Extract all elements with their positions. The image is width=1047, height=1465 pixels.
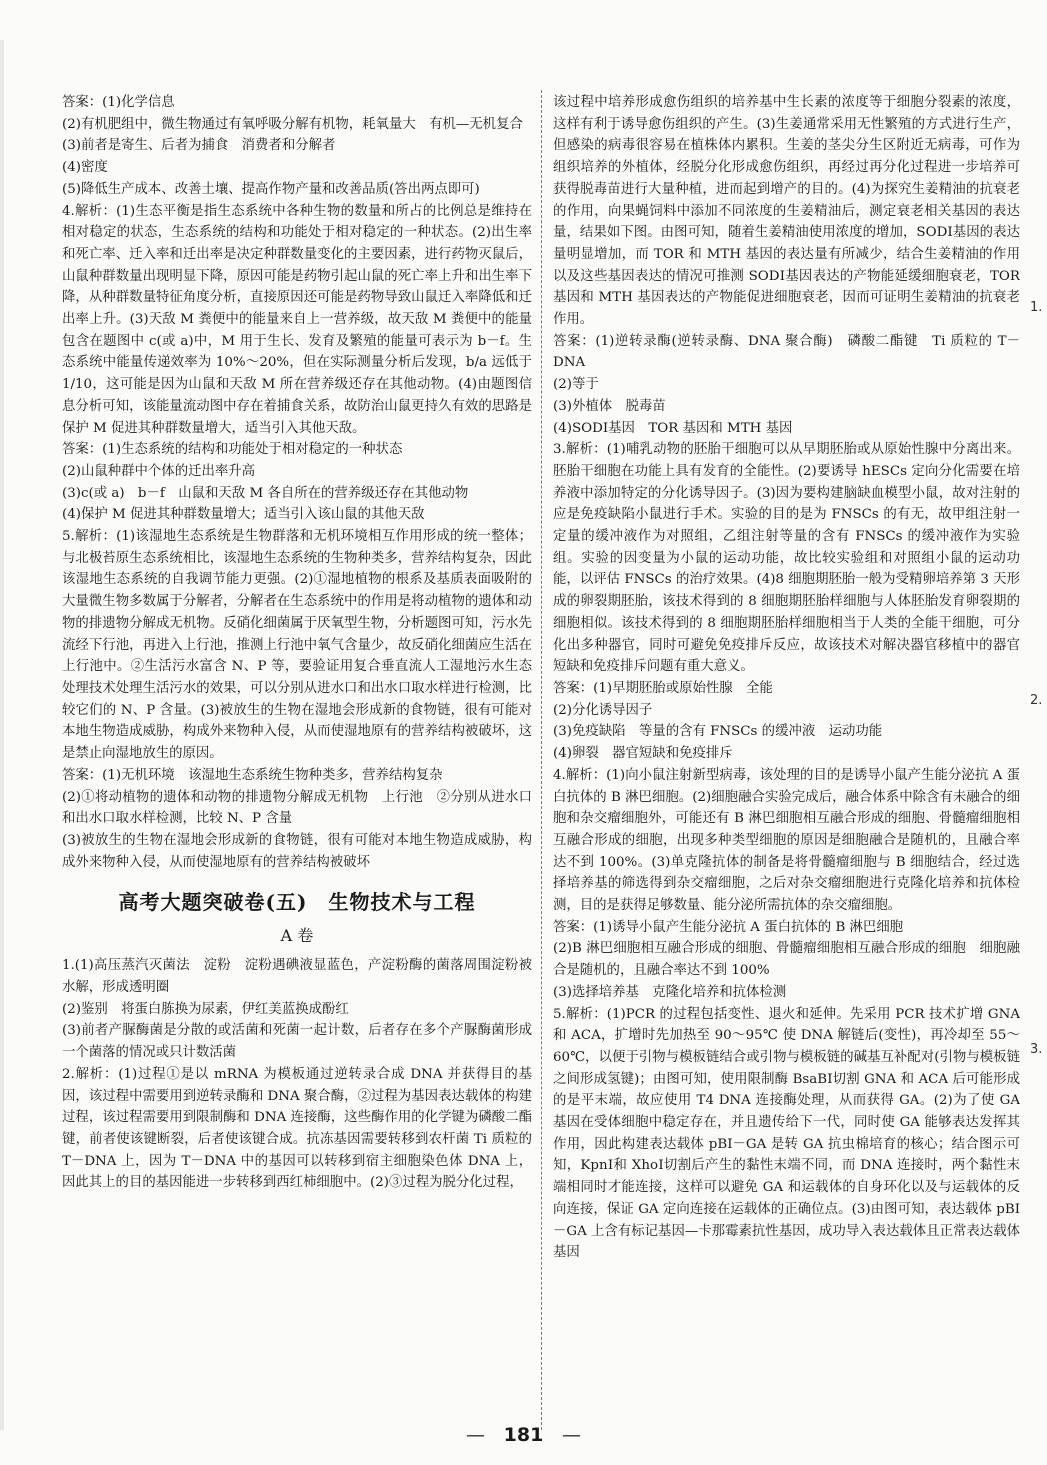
answer-line: (2)B 淋巴细胞相互融合形成的细胞、骨髓瘤细胞相互融合形成的细胞 细胞融合是随机的，且融合率达不到 100% [553,941,1020,979]
analysis-paragraph: 4.解析：(1)向小鼠注射新型病毒，该处理的目的是诱导小鼠产生能分泌抗 A 蛋白抗体的 B 淋巴细胞。(2)细胞融合实验完成后，融合体系中除含有未融合的细胞和杂交瘤细胞外，可能还有 B 淋巴细胞相互融合形成的细胞、骨髓瘤细胞相互融合形成的细胞，出现多种类型细胞的原因是细胞融合是随机的，且融合率达不到 100%。(3)单克隆抗体的制备是将骨髓瘤细胞与 B 细胞结合，经过选择培养基的筛选得到杂交瘤细胞，之后对杂交瘤细胞进行克隆化培养和抗体检测，目的是获得足够数量、能分泌所需抗体的杂交瘤细胞。 [553,767,1020,914]
edge-question-mark: 1. [1030,300,1043,315]
folio-dash: — [466,1424,486,1446]
answer-line: 答案：(1)无机环境 该湿地生态系统生物种类多，营养结构复杂 [62,767,443,783]
answer-line: 答案：(1)诱导小鼠产生能分泌抗 A 蛋白抗体的 B 淋巴细胞 [553,919,904,935]
answer-line: (3)免疫缺陷 等量的含有 FNSCs 的缓冲液 运动功能 [553,724,883,740]
analysis-paragraph: 5.解析：(1)该湿地生态系统是生物群落和无机环境相互作用形成的统一整体；与北极苔原生态系统相比，该湿地生态系统的生物种类多，营养结构复杂，因此该湿地生态系统的自我调节能力更强。(2)①湿地植物的根系及基质表面吸附的大量微生物多数属于分解者，分解者在生态系统中的作用是将动植物的遗体和动物的排遗物分解成无机物。反硝化细菌属于厌氧型生物，分析题图可知，污水先流经下行池，再进入上行池，推测上行池中氧气含量少，故反硝化细菌应生活在上行池中。②生活污水富含 N、P 等，要验证用复合垂直流人工湿地污水生态处理技术处理生活污水的效果，可以分别从进水口和出水口取水样进行检测，比较它们的 N、P 含量。(3)被放生的生物在湿地会形成新的食物链，很有可能对本地生物造成威胁，构成外来物种入侵，从而使湿地原有的营养结构被破坏，这是禁止向湿地放生的原因。 [62,529,532,762]
edge-question-mark: 2. [1030,693,1043,708]
page-number [0,1424,1047,1446]
column-divider [541,90,542,1430]
answer-line: 答案：(1)早期胚胎或原始性腺 全能 [553,680,773,696]
answer-line: (3)前者产脲酶菌是分散的或活菌和死菌一起计数，后者存在多个产脲酶菌形成一个菌落的情况或只计数活菌 [62,1023,532,1061]
answer-line: (3)前者是寄生、后者为捕食 消费者和分解者 [62,138,336,154]
answer-line: 1.(1)高压蒸汽灭菌法 淀粉 淀粉遇碘液显蓝色，产淀粉酶的菌落周围淀粉被水解，形成透明圈 [62,958,532,996]
answer-line: 答案：(1)逆转录酶(逆转录酶、DNA 聚合酶) 磷酸二酯键 Ti 质粒的 T－DNA [553,333,1020,371]
folio-dash: — [561,1424,581,1446]
answer-line: (3)被放生的生物在湿地会形成新的食物链，很有可能对本地生物造成威胁，构成外来物种入侵，从而使湿地原有的营养结构被破坏 [62,832,532,870]
answer-line: (2)山鼠种群中个体的迁出率升高 [62,463,256,479]
answer-line: (4)SODⅠ基因 TOR 基因和 MTH 基因 [553,420,793,436]
answer-line: (2)有机肥组中，微生物通过有氧呼吸分解有机物，耗氧量大 有机—无机复合 [62,116,523,132]
section-subtitle: A 卷 [280,926,314,946]
section-title: 高考大题突破卷(五) 生物技术与工程 [118,890,476,915]
answer-line: (4)卵裂 器官短缺和免疫排斥 [553,746,733,762]
right-column [553,92,1020,1427]
analysis-paragraph: 5.解析：(1)PCR 的过程包括变性、退火和延伸。先采用 PCR 技术扩增 GNA 和 ACA，扩增时先加热至 90～95℃ 使 DNA 解链后(变性)，再冷却至 55～60℃，以便于引物与模板链结合或引物与模板链的碱基互补配对(引物与模板链之间形成氢键)；由图可知，使用限制酶 BsaBⅠ切割 GNA 和 ACA 后可能形成的是平末端，故应使用 T4 DNA 连接酶处理，从而获得 GA。(2)为了使 GA 基因在受体细胞中稳定存在，并且遗传给下一代，同时使 GA 能够表达发挥其作用，因此构建表达载体 pBI－GA 是转 GA 抗虫棉培育的核心；结合图示可知，KpnⅠ和 XhoⅠ切割后产生的黏性末端不同，而 DNA 连接时，两个黏性末端相同时才能连接，这样可以避免 GA 和运载体的自身环化以及与运载体的反向连接，保证 GA 定向连接在运载体的正确位点。(3)由图可知，表达载体 pBI－GA 上含有标记基因—卡那霉素抗性基因，成功导入表达载体且正常表达载体基因 [553,1006,1020,1261]
analysis-paragraph: 2.解析：(1)过程①是以 mRNA 为模板通过逆转录合成 DNA 并获得目的基因，该过程中需要用到逆转录酶和 DNA 聚合酶，②过程为基因表达载体的构建过程，该过程需要用到限制酶和 DNA 连接酶，这些酶作用的化学键为磷酸二酯键，前者使该键断裂，后者使该键合成。抗冻基因需要转移到农杆菌 Ti 质粒的 T－DNA 上，因为 T－DNA 中的基因可以转移到宿主细胞染色体 DNA 上，因此其上的目的基因能进一步转移到西红柿细胞中。(2)③过程为脱分化过程， [62,1066,532,1191]
answer-line: (3)外植体 脱毒苗 [553,398,666,414]
edge-question-mark: 3. [1030,1042,1043,1057]
answer-line: 答案：(1)生态系统的结构和功能处于相对稳定的一种状态 [62,442,403,458]
answer-line: (3)c(或 a) b－f 山鼠和天敌 M 各自所在的营养级还存在其他动物 [62,485,469,501]
page-gutter-shadow [0,40,4,1430]
answer-line: (2)鉴别 将蛋白胨换为尿素，伊红美蓝换成酚红 [62,1001,349,1017]
left-column [62,92,532,1427]
answer-line: (2)分化诱导因子 [553,702,653,718]
answer-line: 答案：(1)化学信息 [62,95,175,110]
analysis-paragraph: 4.解析：(1)生态平衡是指生态系统中各种生物的数量和所占的比例总是维持在相对稳定的状态，生态系统的结构和功能处于相对稳定的一种状态。(2)出生率和死亡率、迁入率和迁出率是决定种群数量变化的主要因素，进行药物灭鼠后，山鼠种群数量出现明显下降，原因可能是药物引起山鼠的死亡率上升和出生率下降，从种群数量特征角度分析，直接原因还可能是药物导致山鼠迁入率降低和迁出率上升。(3)天敌 M 粪便中的能量来自上一营养级，故天敌 M 粪便中的能量包含在题图中 c(或 a)中，M 用于生长、发育及繁殖的能量可表示为 b－f。生态系统中能量传递效率为 10%～20%，但在实际测量分析后发现，b/a 远低于 1/10，这可能是因为山鼠和天敌 M 所在营养级还存在其他动物。(4)由题图信息分析可知，该能量流动图中存在着捕食关系，故防治山鼠更持久有效的思路是保护 M 促进其种群数量增大，适当引入其他天敌。 [62,203,532,436]
analysis-paragraph: 3.解析：(1)哺乳动物的胚胎干细胞可以从早期胚胎或从原始性腺中分离出来。胚胎干细胞在功能上具有发育的全能性。(2)要诱导 hESCs 定向分化需要在培养液中添加特定的分化诱导因子。(3)因为要构建脑缺血模型小鼠，故对注射的应是免疫缺陷小鼠进行手术。实验的目的是为 FNSCs 的有无，故甲组注射一定量的缓冲液作为对照组，乙组注射等量的含有 FNSCs 的缓冲液作为实验组。实验的因变量为小鼠的运动功能，故比较实验组和对照组小鼠的运动功能，以评估 FNSCs 的治疗效果。(4)8 细胞期胚胎一般为受精卵培养第 3 天形成的卵裂期胚胎，该技术得到的 8 细胞期胚胎样细胞与人体胚胎发育卵裂期的细胞相似。该技术得到的 8 细胞期胚胎样细胞相当于人类的全能干细胞，可分化出多种器官，同时可避免免疫排斥反应，故该技术对解决器官移植中的器官短缺和免疫排斥问题有重大意义。 [553,442,1020,675]
page-number-value: 181 [503,1424,544,1446]
answer-line: (4)密度 [62,160,108,176]
answer-line: (5)降低生产成本、改善土壤、提高作物产量和改善品质(答出两点即可) [62,181,480,197]
answer-line: (4)保护 M 促进其种群数量增大；适当引入该山鼠的其他天敌 [62,507,425,523]
answer-line: (2)等于 [553,377,599,393]
analysis-paragraph: 该过程中培养形成愈伤组织的培养基中生长素的浓度等于细胞分裂素的浓度，这样有利于诱导愈伤组织的产生。(3)生姜通常采用无性繁殖的方式进行生产，但感染的病毒很容易在植株体内累积。生姜的茎尖分生区附近无病毒，可作为组织培养的外植体，经脱分化形成愈伤组织，再经过再分化过程进一步培养可获得脱毒苗进行大量种植，进而起到增产的目的。(4)为探究生姜精油的抗衰老的作用，向果蝇饲料中添加不同浓度的生姜精油后，测定衰老相关基因的表达量，结果如下图。由图可知，随着生姜精油使用浓度的增加，SODⅠ基因的表达量明显增加，而 TOR 和 MTH 基因的表达量有所减少，结合生姜精油的作用以及这些基因表达的情况可推测 SODⅠ基因表达的产物能延缓细胞衰老，TOR 基因和 MTH 基因表达的产物能促进细胞衰老，因而可证明生姜精油的抗衰老作用。 [553,95,1020,328]
answer-line: (3)选择培养基 克隆化培养和抗体检测 [553,984,787,1000]
answer-line: (2)①将动植物的遗体和动物的排遗物分解成无机物 上行池 ②分别从进水口和出水口取水样检测，比较 N、P 含量 [62,789,532,827]
